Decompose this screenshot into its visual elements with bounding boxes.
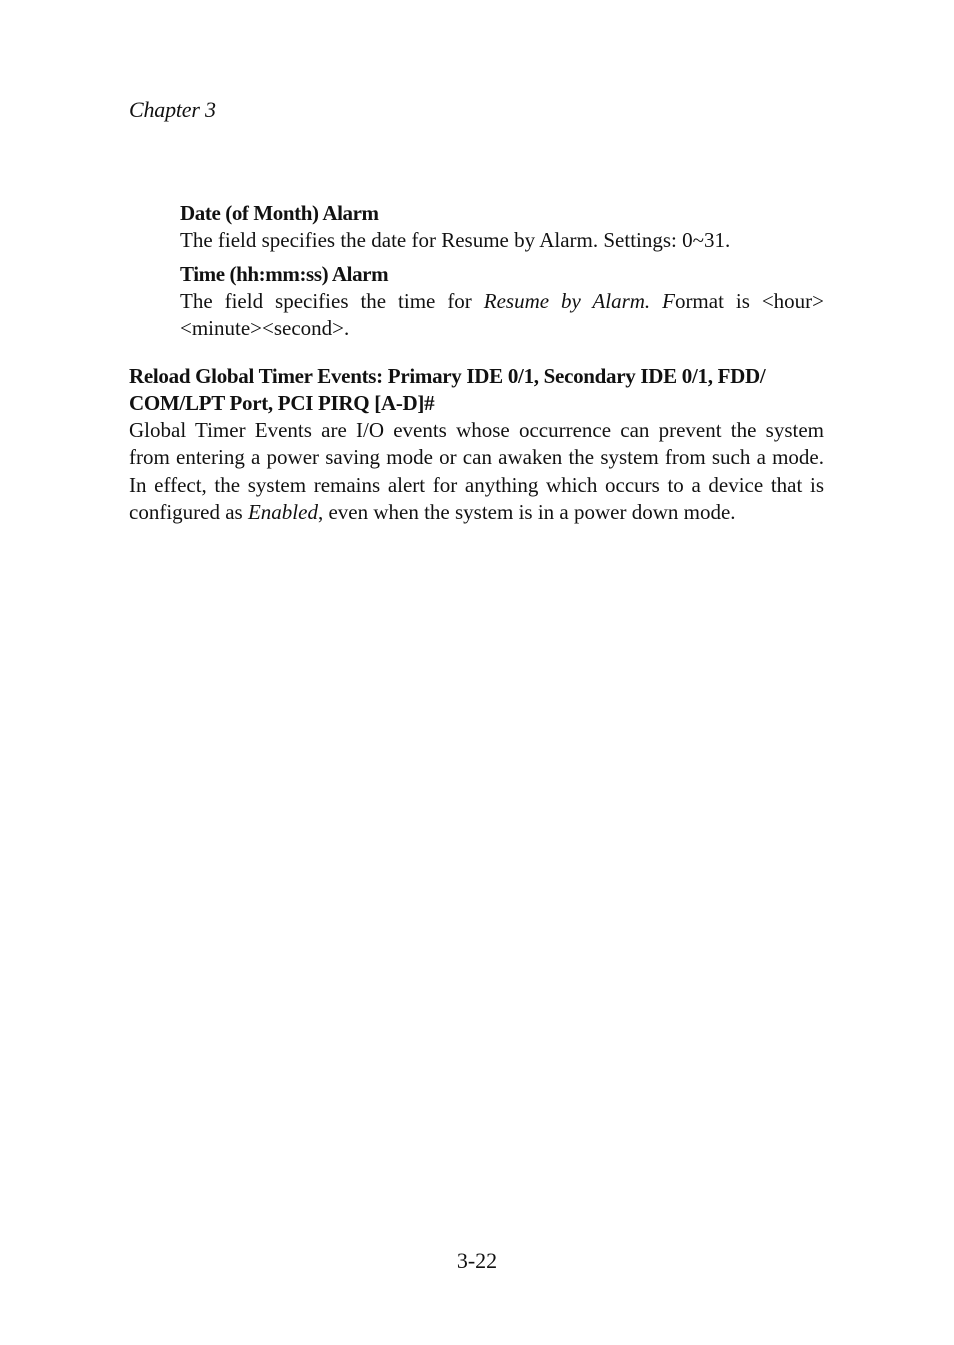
date-alarm-item xyxy=(180,200,824,255)
chapter-header: Chapter 3 xyxy=(129,97,216,122)
time-alarm-emphasis: Resume by Alarm. F xyxy=(483,288,675,313)
page-number: 3-22 xyxy=(456,1248,498,1273)
date-alarm-heading: Date (of Month) Alarm xyxy=(180,201,379,225)
global-timer-text-end: , even when the system is in a power down mode. xyxy=(317,500,736,524)
time-alarm-heading: Time (hh:mm:ss) Alarm xyxy=(180,261,389,286)
page-content xyxy=(129,200,824,527)
global-timer-section xyxy=(129,363,824,527)
global-timer-text-start: Global Timer Events are I/O events whose occurrence can prevent the system from entering a power saving mode or can awaken the system from such a mode. In effect, the system remains alert for anything which occurs to a device that is configured as xyxy=(129,417,824,524)
date-alarm-description: The field specifies the date for Resume by Alarm. Settings: 0~31. xyxy=(180,228,731,252)
global-timer-emphasis: Enabled xyxy=(247,500,318,524)
global-timer-heading: Reload Global Timer Events: Primary IDE 0/1, Secondary IDE 0/1, FDD/ COM/LPT Port, PCI PIRQ [A-D]# xyxy=(129,363,766,415)
time-alarm-item xyxy=(180,261,824,343)
time-alarm-text-start: The field specifies the time for xyxy=(180,288,484,313)
time-alarm-description xyxy=(180,288,824,343)
global-timer-description xyxy=(129,417,824,527)
time-alarm-text-end: ormat is <hour><minute><second>. xyxy=(180,288,825,340)
